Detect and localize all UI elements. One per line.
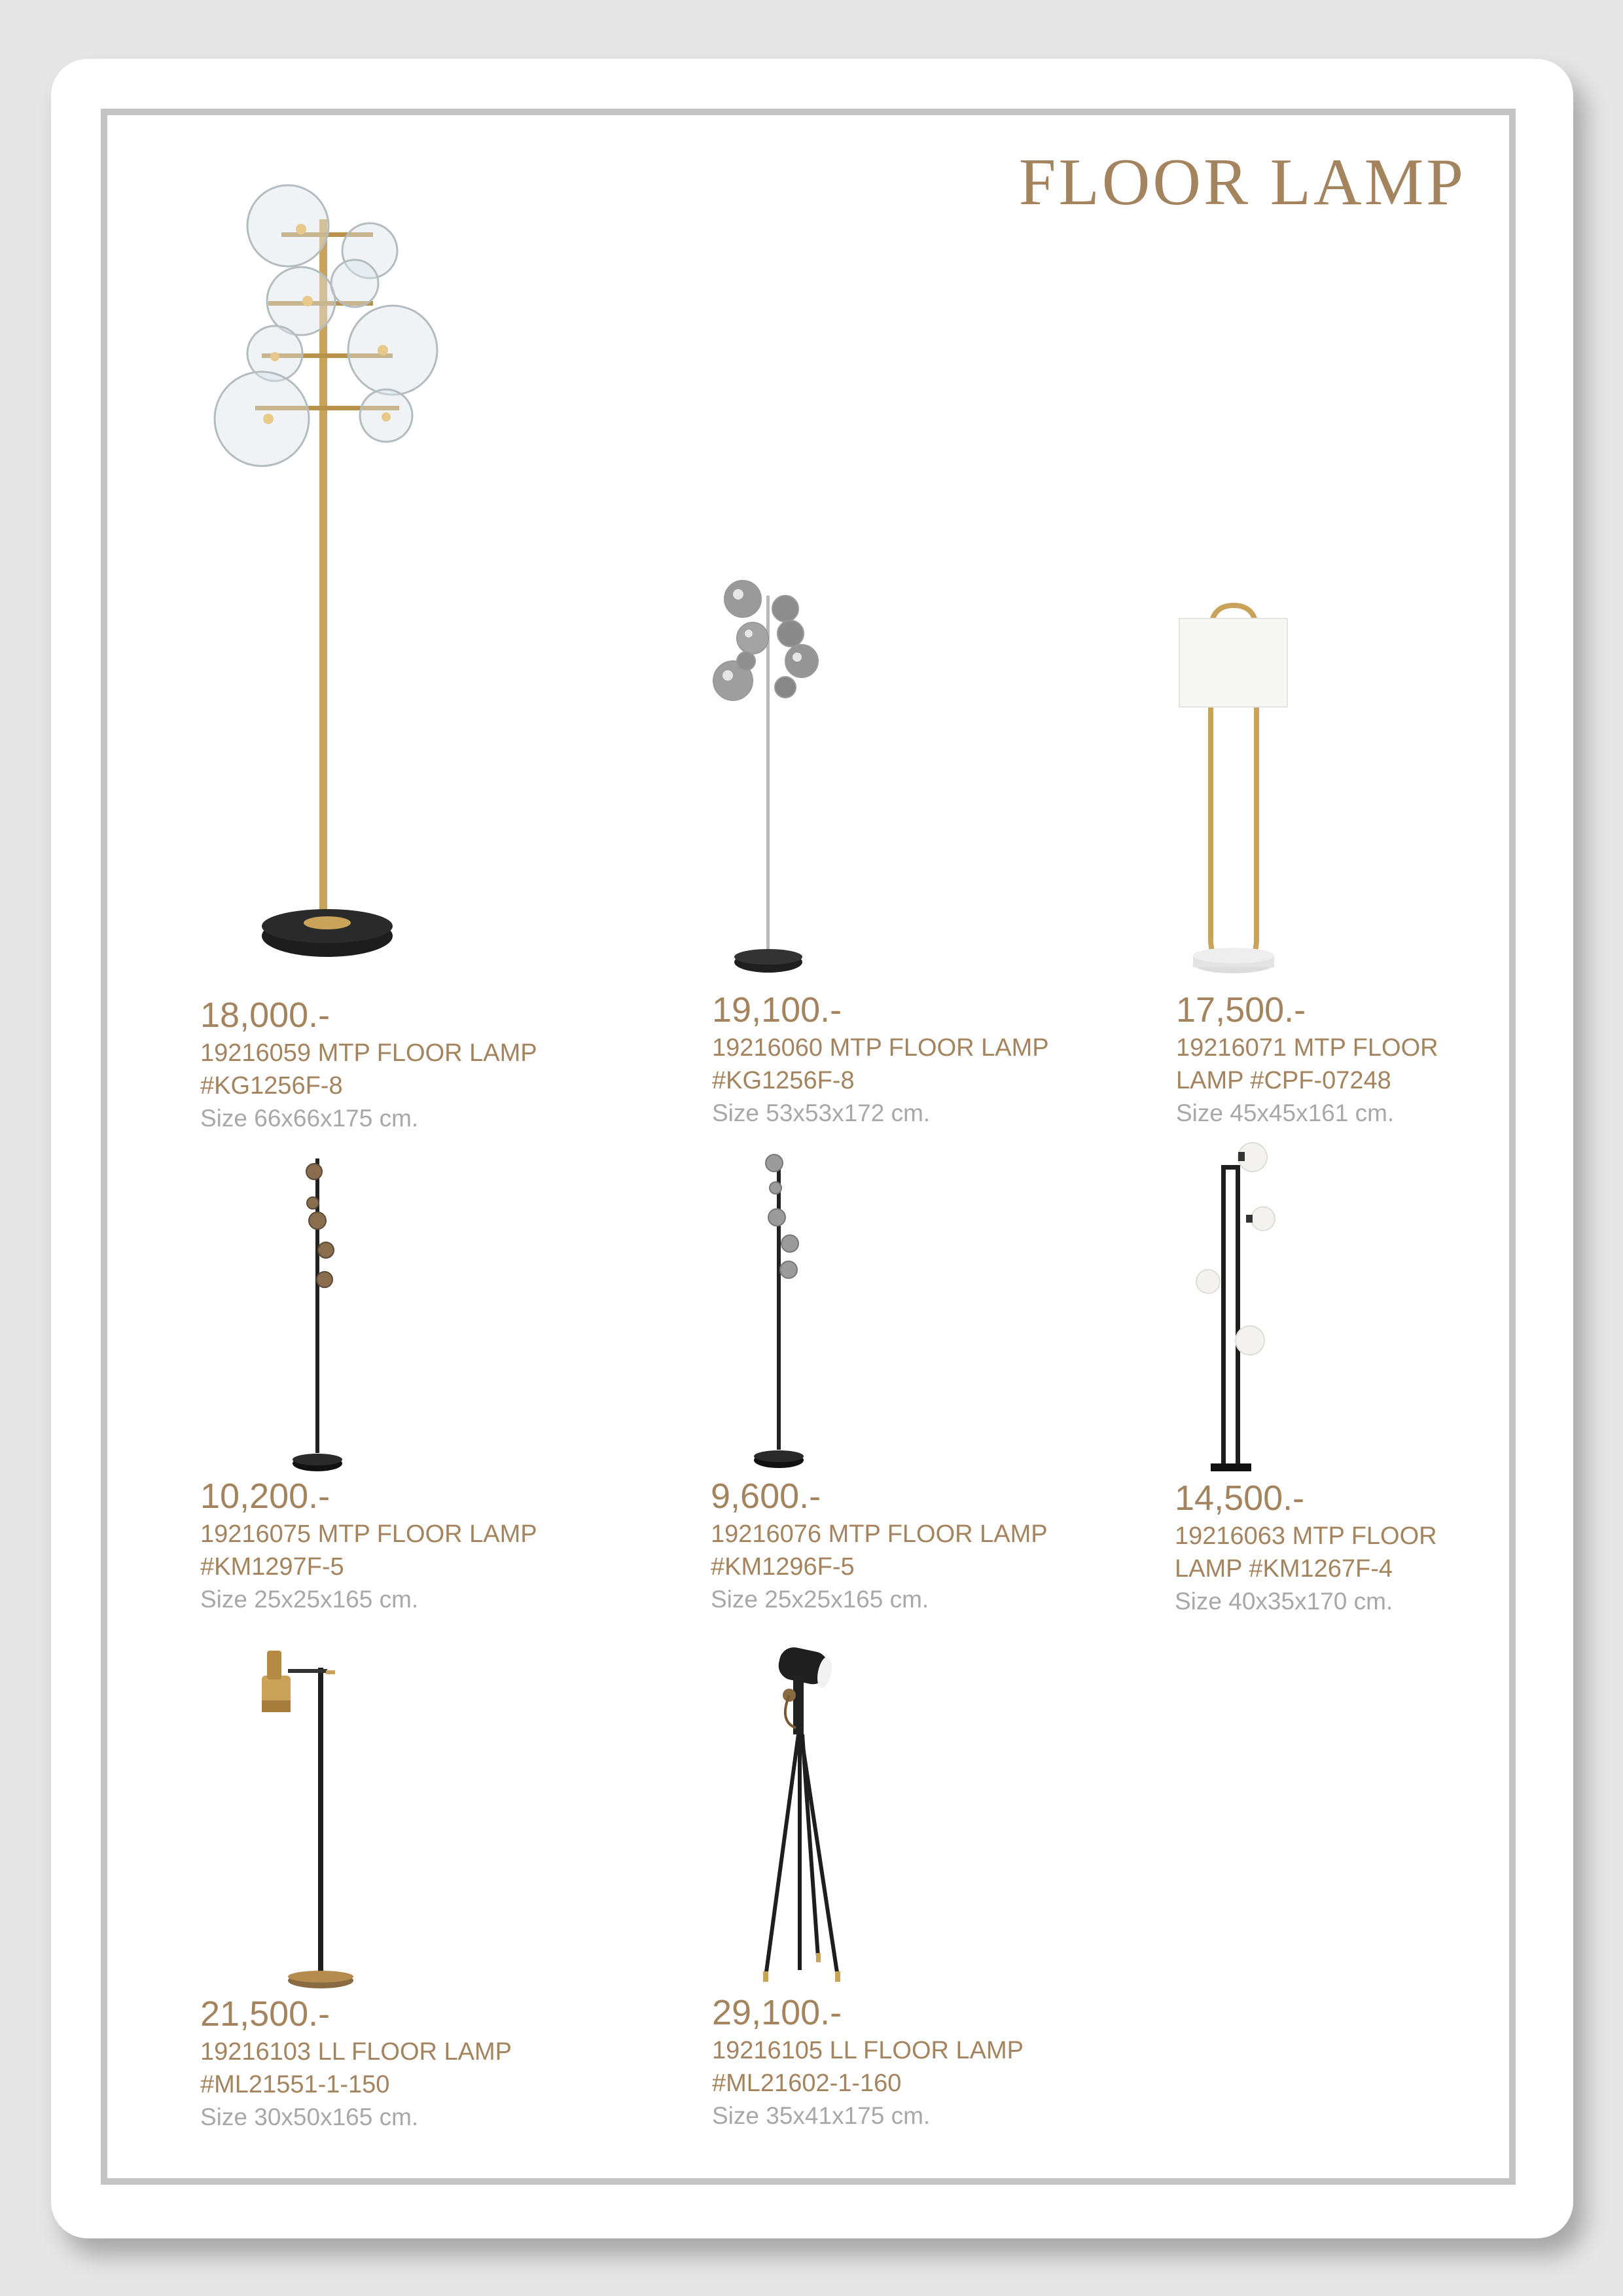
product-name <box>200 2036 645 2101</box>
product-code-line: #ML21602-1-160 <box>712 2070 902 2097</box>
product-code-line: #ML21551-1-150 <box>200 2071 390 2098</box>
product-code-line: LAMP #CPF-07248 <box>1176 1067 1391 1094</box>
product-name-line: 19216076 MTP FLOOR LAMP <box>711 1520 1048 1548</box>
product-size: Size 25x25x165 cm. <box>200 1586 419 1613</box>
product-card-19216060 <box>712 988 1157 1130</box>
product-name-line: 19216103 LL FLOOR LAMP <box>200 2038 512 2066</box>
product-code-line: LAMP #KM1267F-4 <box>1175 1555 1393 1583</box>
product-code-line: #KM1297F-5 <box>200 1553 344 1581</box>
product-name-line: 19216105 LL FLOOR LAMP <box>712 2037 1024 2064</box>
product-price: 29,100.- <box>712 1993 842 2032</box>
product-card-19216071 <box>1176 988 1621 1130</box>
product-size: Size 30x50x165 cm. <box>200 2104 419 2130</box>
page-title: FLOOR LAMP <box>1018 145 1466 219</box>
product-size: Size 25x25x165 cm. <box>711 1586 929 1613</box>
product-size: Size 53x53x172 cm. <box>712 1100 931 1126</box>
product-card-19216076 <box>711 1475 1156 1616</box>
product-image-19216059 <box>203 173 452 969</box>
product-card-19216075 <box>200 1475 645 1616</box>
product-name <box>711 1518 1156 1583</box>
product-price: 10,200.- <box>200 1477 330 1516</box>
product-card-19216059 <box>200 994 645 1135</box>
product-name <box>200 1518 645 1583</box>
product-image-19216076 <box>749 1149 815 1473</box>
product-name <box>1175 1520 1620 1585</box>
product-card-19216105 <box>712 1991 1157 2132</box>
product-name <box>200 1037 645 1102</box>
product-name-line: 19216059 MTP FLOOR LAMP <box>200 1039 537 1067</box>
product-price: 17,500.- <box>1176 990 1306 1030</box>
product-image-19216105 <box>753 1636 864 1993</box>
product-code-line: #KG1256F-8 <box>200 1072 343 1100</box>
product-code-line: #KG1256F-8 <box>712 1067 855 1094</box>
product-card-19216063 <box>1175 1477 1620 1618</box>
product-price: 14,500.- <box>1175 1479 1305 1518</box>
product-name <box>1176 1031 1621 1097</box>
product-image-19216060 <box>707 569 831 978</box>
product-size: Size 35x41x175 cm. <box>712 2102 931 2129</box>
product-price: 21,500.- <box>200 1994 330 2034</box>
product-code-line: #KM1296F-5 <box>711 1553 855 1581</box>
product-size: Size 45x45x161 cm. <box>1176 1100 1395 1126</box>
product-price: 19,100.- <box>712 990 842 1030</box>
product-price: 18,000.- <box>200 996 330 1035</box>
product-name <box>712 1031 1157 1097</box>
product-name-line: 19216075 MTP FLOOR LAMP <box>200 1520 537 1548</box>
product-image-19216075 <box>288 1152 353 1476</box>
product-card-19216103 <box>200 1992 645 2134</box>
product-image-19216103 <box>249 1636 366 1993</box>
product-name-line: 19216060 MTP FLOOR LAMP <box>712 1034 1049 1062</box>
product-name-line: 19216063 MTP FLOOR <box>1175 1522 1437 1550</box>
product-image-19216071 <box>1171 592 1296 985</box>
product-size: Size 40x35x170 cm. <box>1175 1588 1393 1615</box>
product-name <box>712 2034 1157 2100</box>
product-price: 9,600.- <box>711 1477 821 1516</box>
product-image-19216063 <box>1165 1139 1289 1479</box>
product-name-line: 19216071 MTP FLOOR <box>1176 1034 1438 1062</box>
product-size: Size 66x66x175 cm. <box>200 1105 419 1132</box>
